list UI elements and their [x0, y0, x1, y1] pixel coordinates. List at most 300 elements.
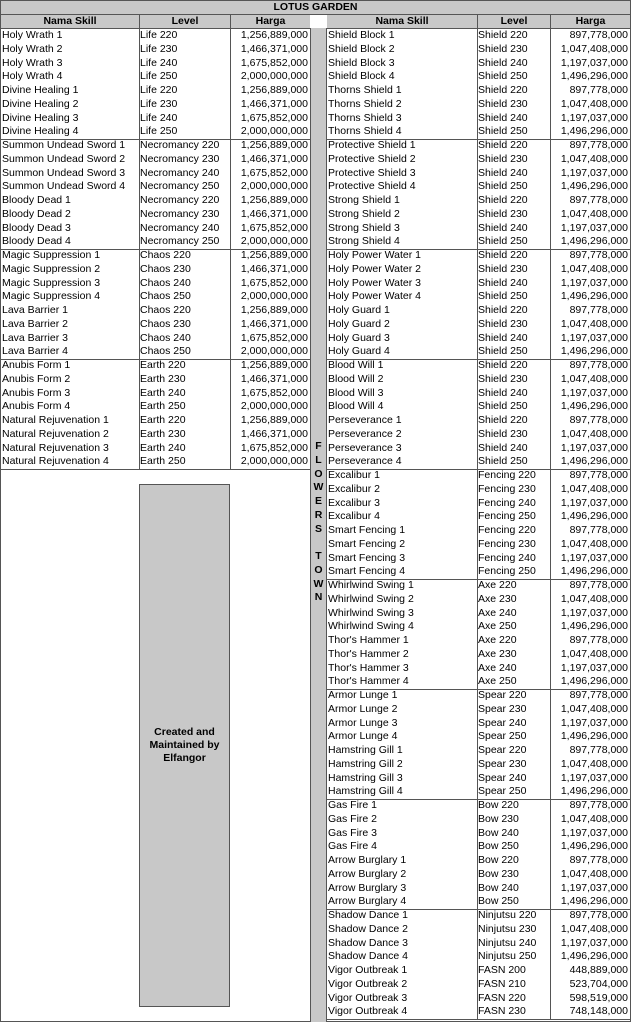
table-row: [1, 345, 310, 359]
table-row: [1, 112, 310, 126]
skill-level-cell: Bow 240: [478, 826, 519, 839]
table-row: [327, 964, 630, 978]
table-row: [1, 180, 310, 194]
skill-price-cell: 1,047,408,000: [560, 482, 628, 495]
table-row: [327, 895, 630, 909]
skill-name-cell: Natural Rejuvenation 1: [2, 414, 109, 426]
right-header-row: [327, 15, 630, 29]
table-row: [327, 950, 630, 964]
table-row: [327, 827, 630, 841]
skill-level-cell: Necromancy 240: [140, 221, 220, 234]
skill-name-cell: Natural Rejuvenation 3: [2, 441, 109, 454]
skill-name-cell: Holy Guard 4: [328, 345, 390, 358]
table-row: [327, 290, 630, 304]
table-row: [327, 304, 630, 318]
skill-level-cell: Shield 240: [478, 111, 528, 124]
skill-price-cell: 1,197,037,000: [560, 936, 628, 949]
skill-level-cell: Shield 230: [478, 372, 528, 385]
table-row: [327, 70, 630, 84]
skill-name-cell: Hamstring Gill 2: [328, 757, 403, 770]
skill-level-cell: Life 230: [140, 42, 178, 55]
skill-name-cell: Holy Wrath 1: [2, 29, 63, 41]
skill-level-cell: Life 220: [140, 29, 178, 41]
skill-name-cell: Magic Suppression 2: [2, 262, 101, 275]
skill-name-cell: Perseverance 1: [328, 414, 402, 426]
skill-price-cell: 1,675,852,000: [240, 386, 308, 399]
skill-name-cell: Thorns Shield 4: [328, 125, 402, 138]
skill-name-cell: Lava Barrier 2: [2, 317, 68, 330]
skill-level-cell: Shield 230: [478, 152, 528, 165]
skill-level-cell: Life 250: [140, 70, 178, 83]
table-row: [1, 277, 310, 291]
table-row: [327, 387, 630, 401]
table-row: [327, 607, 630, 621]
table-row: [327, 318, 630, 332]
group-divider: [327, 799, 630, 800]
skill-name-cell: Blood Will 1: [328, 359, 384, 371]
table-row: [327, 785, 630, 799]
skill-level-cell: Shield 250: [478, 455, 528, 468]
skill-name-cell: Smart Fencing 3: [328, 551, 406, 564]
table-row: [327, 717, 630, 731]
table-row: [1, 249, 310, 263]
table-row: [1, 84, 310, 98]
skill-level-cell: Chaos 230: [140, 262, 191, 275]
left-header-level: Level: [139, 15, 230, 28]
table-row: [1, 70, 310, 84]
group-divider: [327, 249, 630, 250]
group-divider: [1, 139, 310, 140]
skill-price-cell: 1,496,296,000: [560, 840, 628, 853]
skill-level-cell: Necromancy 230: [140, 207, 220, 220]
table-row: [327, 497, 630, 511]
table-row: [327, 414, 630, 428]
skill-level-cell: Spear 230: [478, 702, 527, 715]
skill-price-cell: 2,000,000,000: [240, 290, 308, 303]
skill-level-cell: Shield 230: [478, 427, 528, 440]
skill-name-cell: Protective Shield 2: [328, 152, 416, 165]
table-row: [327, 98, 630, 112]
skill-name-cell: Gas Fire 2: [328, 812, 378, 825]
skill-price-cell: 897,778,000: [569, 84, 628, 96]
skill-name-cell: Hamstring Gill 3: [328, 771, 403, 784]
skill-name-cell: Thorns Shield 3: [328, 111, 402, 124]
skill-name-cell: Holy Power Water 3: [328, 276, 421, 289]
skill-price-cell: 1,047,408,000: [560, 812, 628, 825]
skill-price-cell: 1,256,889,000: [240, 359, 308, 371]
skill-price-cell: 1,197,037,000: [560, 441, 628, 454]
skill-price-cell: 2,000,000,000: [240, 70, 308, 83]
table-row: [1, 263, 310, 277]
skill-name-cell: Divine Healing 3: [2, 111, 79, 124]
skill-level-cell: Chaos 240: [140, 276, 191, 289]
table-row: [327, 992, 630, 1006]
divider-label-char: [311, 536, 326, 550]
skill-price-cell: 1,047,408,000: [560, 97, 628, 110]
skill-price-cell: 748,148,000: [569, 1005, 628, 1018]
skill-price-cell: 1,466,371,000: [240, 262, 308, 275]
skill-name-cell: Excalibur 4: [328, 510, 380, 523]
group-divider: [327, 909, 630, 910]
skill-level-cell: Axe 250: [478, 620, 517, 633]
skill-name-cell: Armor Lunge 3: [328, 716, 398, 729]
skill-level-cell: Shield 250: [478, 235, 528, 248]
skill-price-cell: 1,496,296,000: [560, 510, 628, 523]
skill-price-cell: 2,000,000,000: [240, 455, 308, 468]
group-divider: [327, 579, 630, 580]
column-divider: [550, 29, 551, 1019]
skill-price-cell: 1,197,037,000: [560, 881, 628, 894]
table-row: [327, 428, 630, 442]
skill-level-cell: Shield 230: [478, 207, 528, 220]
skill-price-cell: 897,778,000: [569, 689, 628, 701]
skill-name-cell: Strong Shield 3: [328, 221, 400, 234]
skill-name-cell: Thor's Hammer 4: [328, 675, 409, 688]
table-row: [327, 29, 630, 43]
table-row: [327, 689, 630, 703]
table-row: [327, 524, 630, 538]
skill-level-cell: Ninjutsu 220: [478, 909, 537, 921]
skill-level-cell: Chaos 240: [140, 331, 191, 344]
skill-name-cell: Divine Healing 4: [2, 125, 79, 138]
flowers-town-divider: [310, 28, 327, 1022]
table-row: [327, 882, 630, 896]
skill-name-cell: Divine Healing 2: [2, 97, 79, 110]
table-row: [327, 153, 630, 167]
skill-level-cell: Shield 240: [478, 166, 528, 179]
skill-level-cell: Axe 230: [478, 647, 517, 660]
skill-level-cell: Necromancy 230: [140, 152, 220, 165]
skill-price-cell: 897,778,000: [569, 29, 628, 41]
table-row: [327, 57, 630, 71]
table-row: [1, 318, 310, 332]
skill-name-cell: Whirlwind Swing 3: [328, 606, 414, 619]
skill-name-cell: Vigor Outbreak 1: [328, 964, 408, 976]
table-row: [327, 1005, 630, 1019]
skill-name-cell: Perseverance 2: [328, 427, 402, 440]
skill-level-cell: Shield 230: [478, 317, 528, 330]
skill-price-cell: 1,496,296,000: [560, 290, 628, 303]
skill-name-cell: Magic Suppression 3: [2, 276, 101, 289]
table-row: [327, 579, 630, 593]
table-row: [327, 813, 630, 827]
skill-level-cell: Axe 220: [478, 579, 517, 591]
table-row: [1, 455, 310, 469]
skill-name-cell: Arrow Burglary 4: [328, 895, 407, 908]
skill-name-cell: Holy Wrath 4: [2, 70, 63, 83]
skill-name-cell: Arrow Burglary 2: [328, 867, 407, 880]
skill-price-cell: 2,000,000,000: [240, 125, 308, 138]
skill-price-cell: 1,047,408,000: [560, 42, 628, 55]
skill-level-cell: Fencing 230: [478, 537, 536, 550]
skill-price-cell: 1,496,296,000: [560, 180, 628, 193]
table-row: [327, 112, 630, 126]
skill-price-cell: 1,466,371,000: [240, 42, 308, 55]
skill-price-cell: 897,778,000: [569, 579, 628, 591]
skill-level-cell: Chaos 220: [140, 249, 191, 261]
skill-name-cell: Vigor Outbreak 2: [328, 977, 408, 990]
divider-label-char: E: [314, 495, 322, 507]
skill-level-cell: Shield 220: [478, 359, 528, 371]
table-row: [327, 840, 630, 854]
skill-name-cell: Shield Block 4: [328, 70, 395, 83]
skill-price-cell: 1,197,037,000: [560, 331, 628, 344]
table-row: [327, 483, 630, 497]
skill-name-cell: Blood Will 4: [328, 400, 384, 413]
skill-price-cell: 1,197,037,000: [560, 386, 628, 399]
skill-name-cell: Blood Will 2: [328, 372, 384, 385]
skill-price-cell: 598,519,000: [569, 991, 628, 1004]
table-row: [1, 208, 310, 222]
skill-level-cell: Spear 250: [478, 730, 527, 743]
skill-price-cell: 897,778,000: [569, 854, 628, 866]
table-row: [1, 139, 310, 153]
skill-level-cell: Necromancy 220: [140, 139, 220, 151]
table-row: [327, 455, 630, 469]
skill-price-cell: 1,496,296,000: [560, 455, 628, 468]
skill-name-cell: Magic Suppression 1: [2, 249, 101, 261]
skill-level-cell: Axe 240: [478, 606, 517, 619]
column-divider: [477, 29, 478, 1019]
table-row: [1, 153, 310, 167]
skill-level-cell: Shield 230: [478, 262, 528, 275]
skill-price-cell: 1,197,037,000: [560, 111, 628, 124]
skill-name-cell: Thor's Hammer 3: [328, 661, 409, 674]
skill-level-cell: Bow 220: [478, 799, 519, 811]
skill-price-cell: 1,197,037,000: [560, 166, 628, 179]
divider-label-char: F: [315, 440, 322, 452]
skill-price-cell: 1,496,296,000: [560, 950, 628, 963]
skill-price-cell: 1,496,296,000: [560, 675, 628, 688]
skill-price-cell: 1,197,037,000: [560, 771, 628, 784]
skill-name-cell: Shield Block 1: [328, 29, 395, 41]
skill-name-cell: Shield Block 3: [328, 56, 395, 69]
table-row: [327, 194, 630, 208]
skill-level-cell: Life 240: [140, 111, 178, 124]
table-row: [327, 593, 630, 607]
skill-price-cell: 1,496,296,000: [560, 345, 628, 358]
table-row: [327, 565, 630, 579]
skill-level-cell: Ninjutsu 250: [478, 950, 537, 963]
table-row: [1, 290, 310, 304]
table-row: [327, 538, 630, 552]
skill-price-cell: 1,496,296,000: [560, 895, 628, 908]
skill-name-cell: Holy Power Water 4: [328, 290, 421, 303]
skill-price-cell: 1,047,408,000: [560, 537, 628, 550]
table-row: [327, 222, 630, 236]
skill-name-cell: Thorns Shield 1: [328, 84, 402, 96]
skill-level-cell: Shield 250: [478, 400, 528, 413]
skill-level-cell: Bow 240: [478, 881, 519, 894]
skill-price-cell: 1,496,296,000: [560, 400, 628, 413]
table-row: [327, 909, 630, 923]
skill-price-cell: 1,466,371,000: [240, 207, 308, 220]
skill-name-cell: Holy Guard 3: [328, 331, 390, 344]
skill-price-cell: 1,675,852,000: [240, 56, 308, 69]
skill-name-cell: Armor Lunge 2: [328, 702, 398, 715]
skill-name-cell: Lava Barrier 4: [2, 345, 68, 358]
skill-level-cell: Fencing 220: [478, 524, 536, 536]
skill-name-cell: Shield Block 2: [328, 42, 395, 55]
table-row: [327, 373, 630, 387]
skill-level-cell: Necromancy 250: [140, 235, 220, 248]
table-row: [1, 167, 310, 181]
table-row: [327, 263, 630, 277]
skill-price-cell: 1,256,889,000: [240, 29, 308, 41]
group-divider: [1, 469, 310, 470]
table-row: [1, 222, 310, 236]
left-header-price: Harga: [230, 15, 310, 28]
skill-name-cell: Hamstring Gill 1: [328, 744, 403, 756]
divider-label-char: W: [313, 577, 324, 590]
table-row: [327, 139, 630, 153]
table-row: [1, 442, 310, 456]
table-row: [327, 662, 630, 676]
skill-name-cell: Bloody Dead 3: [2, 221, 71, 234]
table-row: [327, 43, 630, 57]
divider-label-char: R: [314, 508, 323, 521]
skill-name-cell: Whirlwind Swing 2: [328, 592, 414, 605]
skill-name-cell: Armor Lunge 4: [328, 730, 398, 743]
table-row: [327, 758, 630, 772]
credit-box: [139, 484, 230, 1007]
skill-price-cell: 1,675,852,000: [240, 331, 308, 344]
skill-name-cell: Hamstring Gill 4: [328, 785, 403, 798]
skill-price-cell: 897,778,000: [569, 744, 628, 756]
right-header-price: Harga: [550, 15, 630, 28]
skill-level-cell: Shield 250: [478, 125, 528, 138]
skill-level-cell: Spear 230: [478, 757, 527, 770]
group-divider: [327, 689, 630, 690]
skill-price-cell: 1,197,037,000: [560, 661, 628, 674]
skill-level-cell: Shield 250: [478, 345, 528, 358]
skill-price-cell: 1,496,296,000: [560, 235, 628, 248]
skill-name-cell: Bloody Dead 1: [2, 194, 71, 206]
skill-price-cell: 1,197,037,000: [560, 496, 628, 509]
skill-level-cell: Axe 240: [478, 661, 517, 674]
divider-label: [311, 440, 326, 605]
skill-name-cell: Gas Fire 1: [328, 799, 378, 811]
skill-price-cell: 1,496,296,000: [560, 785, 628, 798]
skill-price-cell: 1,675,852,000: [240, 221, 308, 234]
skill-name-cell: Arrow Burglary 3: [328, 881, 407, 894]
skill-name-cell: Holy Guard 2: [328, 317, 390, 330]
skill-level-cell: Shield 240: [478, 386, 528, 399]
skill-name-cell: Holy Wrath 2: [2, 42, 63, 55]
skill-level-cell: Life 250: [140, 125, 178, 138]
divider-label-char: S: [314, 522, 322, 535]
table-row: [327, 442, 630, 456]
skill-name-cell: Thor's Hammer 2: [328, 647, 409, 660]
skill-name-cell: Whirlwind Swing 1: [328, 579, 414, 591]
skill-name-cell: Shadow Dance 3: [328, 936, 408, 949]
skill-level-cell: Shield 220: [478, 414, 528, 426]
skill-price-cell: 1,675,852,000: [240, 276, 308, 289]
skill-price-cell: 897,778,000: [569, 139, 628, 151]
skill-level-cell: Necromancy 250: [140, 180, 220, 193]
skill-name-cell: Vigor Outbreak 3: [328, 991, 408, 1004]
skill-name-cell: Divine Healing 1: [2, 84, 79, 96]
skill-level-cell: Bow 230: [478, 867, 519, 880]
skill-name-cell: Strong Shield 1: [328, 194, 400, 206]
table-row: [327, 620, 630, 634]
table-row: [327, 937, 630, 951]
table-row: [1, 98, 310, 112]
skill-name-cell: Lava Barrier 1: [2, 304, 68, 316]
divider-label-char: O: [314, 467, 323, 480]
table-row: [1, 414, 310, 428]
left-skill-table: [1, 29, 310, 469]
skill-name-cell: Shadow Dance 2: [328, 922, 408, 935]
skill-level-cell: FASN 200: [478, 964, 526, 976]
skill-name-cell: Summon Undead Sword 2: [2, 152, 126, 165]
skill-name-cell: Armor Lunge 1: [328, 689, 398, 701]
credit-text: Created and Maintained by Elfangor: [149, 726, 220, 764]
skill-price-cell: 1,197,037,000: [560, 551, 628, 564]
skill-price-cell: 1,047,408,000: [560, 207, 628, 220]
skill-name-cell: Excalibur 3: [328, 496, 380, 509]
skill-level-cell: Chaos 250: [140, 290, 191, 303]
skill-price-cell: 1,256,889,000: [240, 139, 308, 151]
right-header-name: Nama Skill: [375, 15, 429, 27]
skill-level-cell: Shield 240: [478, 276, 528, 289]
skill-level-cell: Chaos 230: [140, 317, 191, 330]
table-row: [327, 552, 630, 566]
skill-price-cell: 1,256,889,000: [240, 414, 308, 426]
table-row: [327, 345, 630, 359]
skill-name-cell: Shadow Dance 1: [328, 909, 408, 921]
skill-price-cell: 1,675,852,000: [240, 166, 308, 179]
skill-name-cell: Smart Fencing 2: [328, 537, 406, 550]
skill-name-cell: Holy Power Water 1: [328, 249, 421, 261]
skill-price-cell: 1,047,408,000: [560, 262, 628, 275]
skill-name-cell: Arrow Burglary 1: [328, 854, 407, 866]
table-row: [327, 277, 630, 291]
skill-price-cell: 1,047,408,000: [560, 592, 628, 605]
table-row: [1, 428, 310, 442]
skill-level-cell: Life 220: [140, 84, 178, 96]
table-row: [327, 744, 630, 758]
skill-level-cell: Fencing 220: [478, 469, 536, 481]
left-header-name: Nama Skill: [43, 15, 97, 27]
right-skill-table: [327, 29, 630, 1023]
skill-price-cell: 1,256,889,000: [240, 249, 308, 261]
skill-level-cell: Earth 220: [140, 414, 186, 426]
skill-price-cell: 897,778,000: [569, 414, 628, 426]
skill-price-cell: 1,197,037,000: [560, 826, 628, 839]
divider-label-char: O: [314, 563, 323, 576]
table-row: [327, 510, 630, 524]
skill-price-cell: 897,778,000: [569, 194, 628, 206]
skill-name-cell: Thorns Shield 2: [328, 97, 402, 110]
skill-level-cell: Bow 250: [478, 840, 519, 853]
skill-name-cell: Gas Fire 3: [328, 826, 378, 839]
skill-price-cell: 1,256,889,000: [240, 194, 308, 206]
skill-level-cell: Shield 230: [478, 97, 528, 110]
skill-price-cell: 1,466,371,000: [240, 427, 308, 440]
skill-level-cell: Shield 240: [478, 331, 528, 344]
table-row: [327, 400, 630, 414]
table-row: [327, 854, 630, 868]
skill-level-cell: Shield 240: [478, 221, 528, 234]
table-row: [327, 167, 630, 181]
skill-level-cell: Shield 250: [478, 70, 528, 83]
skill-level-cell: Fencing 240: [478, 496, 536, 509]
skill-level-cell: FASN 220: [478, 991, 526, 1004]
skill-price-cell: 897,778,000: [569, 524, 628, 536]
group-divider: [1, 359, 310, 360]
skill-level-cell: Axe 230: [478, 592, 517, 605]
